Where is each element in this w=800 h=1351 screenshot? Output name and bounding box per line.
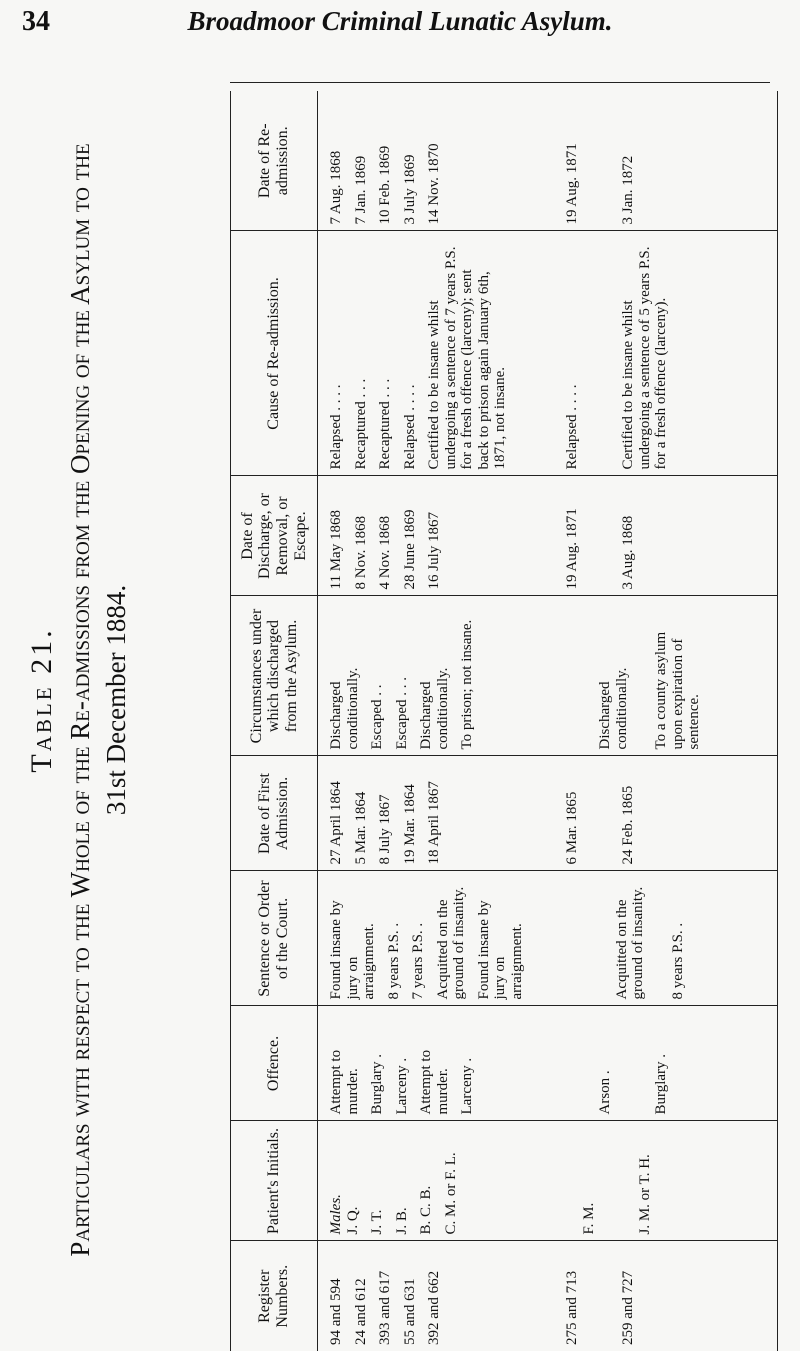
header-rule	[230, 82, 770, 83]
cell-entry-initials: C. M. or F. L.	[442, 1152, 459, 1235]
cell-entry-offence: Larceny .	[459, 1057, 475, 1115]
register-cell	[318, 1241, 778, 1351]
cell-entry-offence: Burglary .	[369, 1053, 385, 1115]
cell-entry-circumstances: Escaped . . .	[393, 677, 410, 750]
sentence-cell	[318, 871, 778, 1006]
cell-entry-register: 275 and 713	[564, 1270, 580, 1345]
cell-entry-first-admission: 8 July 1867	[377, 794, 393, 865]
cell-entry-initials: J. Q.	[344, 1206, 361, 1235]
readmission-cell	[318, 91, 778, 231]
cell-entry-readmission: 19 Aug. 1871	[564, 143, 580, 225]
offence-cell	[318, 1006, 778, 1121]
cell-entry-cause: Relapsed . . . .	[328, 384, 344, 470]
cell-entry-cause: Certified to be insane whilst undergoing a sentence of 5 years P.S. for a fresh offence (larceny).	[620, 246, 669, 470]
cell-entry-circumstances: Discharged conditionally.	[328, 667, 361, 750]
cell-entry-offence: Attempt to murder.	[328, 1049, 361, 1115]
cell-entry-offence: Larceny .	[393, 1057, 410, 1115]
column-header: Patient's Initials.	[231, 1121, 318, 1241]
cell-entry-initials: J. B.	[393, 1207, 410, 1235]
cell-entry-discharge-date: 28 June 1869	[401, 509, 418, 590]
cause-cell	[318, 231, 778, 476]
discharge-date-cell	[318, 476, 778, 596]
cell-entry-discharge-date: 3 Aug. 1868	[620, 515, 636, 590]
cell-entry-readmission: 7 Aug. 1868	[328, 150, 344, 225]
column-header: Date of First Admission.	[231, 756, 318, 871]
cell-entry-readmission: 10 Feb. 1869	[377, 145, 393, 225]
table-title: Particulars with respect to the Whole of the Re-admissions from the Opening of the Asylum to the	[65, 143, 95, 1257]
cell-entry-circumstances: To a county asylum upon expiration of sentence.	[653, 631, 702, 750]
cell-entry-readmission: 3 July 1869	[401, 154, 418, 225]
cell-entry-cause: Relapsed . . . .	[564, 384, 580, 470]
cell-entry-offence: Attempt to murder.	[418, 1049, 451, 1115]
column-header: Date of Discharge, or Removal, or Escape.	[231, 476, 318, 596]
cell-entry-sentence: 7 years P.S. .	[410, 922, 426, 1000]
cell-entry-readmission: 14 Nov. 1870	[426, 143, 442, 225]
column-header: Sentence or Order of the Court.	[231, 871, 318, 1006]
cell-entry-discharge-date: 19 Aug. 1871	[564, 508, 580, 590]
cell-entry-readmission: 3 Jan. 1872	[620, 155, 636, 225]
cell-entry-register: 392 and 662	[426, 1270, 442, 1345]
cell-entry-readmission: 7 Jan. 1869	[352, 155, 369, 225]
cell-entry-sentence: 8 years P.S. .	[669, 922, 686, 1000]
cell-entry-first-admission: 6 Mar. 1865	[564, 791, 580, 865]
page-number: 34	[22, 6, 50, 37]
cell-entry-offence: Burglary .	[653, 1053, 669, 1115]
circumstances-cell	[318, 596, 778, 756]
cell-entry-sentence: Acquitted on the ground of insanity.	[434, 886, 467, 1000]
cell-entry-cause: Relapsed . . . .	[401, 384, 418, 470]
cell-entry-first-admission: 5 Mar. 1864	[352, 791, 369, 865]
cell-entry-register: 393 and 617	[377, 1270, 393, 1345]
cell-entry-initials: J. T.	[369, 1209, 385, 1235]
cell-entry-register: 24 and 612	[352, 1278, 369, 1345]
table-body	[318, 91, 778, 1351]
cell-entry-offence: Arson .	[597, 1070, 613, 1115]
section-label-males: Males.	[328, 1194, 344, 1235]
column-header: Date of Re-admission.	[231, 91, 318, 231]
cell-entry-initials: J. M. or T. H.	[636, 1154, 653, 1235]
cell-entry-first-admission: 24 Feb. 1865	[620, 785, 636, 865]
cell-entry-circumstances: Discharged conditionally.	[418, 667, 451, 750]
cell-entry-first-admission: 19 Mar. 1864	[401, 784, 418, 865]
column-header: Circumstances under which discharged from the Asylum.	[231, 596, 318, 756]
column-header: Offence.	[231, 1006, 318, 1121]
cell-entry-first-admission: 27 April 1864	[328, 781, 344, 865]
cell-entry-circumstances: To prison; not insane.	[459, 619, 475, 750]
column-header: Cause of Re-admission.	[231, 231, 318, 476]
initials-cell	[318, 1121, 778, 1241]
table-label: Table 21.	[25, 627, 58, 773]
cell-entry-first-admission: 18 April 1867	[426, 781, 442, 865]
table-subtitle: 31st December 1884.	[100, 584, 131, 816]
table-row	[318, 91, 778, 1351]
cell-entry-sentence: Found insane by jury on arraignment.	[475, 900, 525, 1000]
column-header: Register Numbers.	[231, 1241, 318, 1351]
first-admission-cell	[318, 756, 778, 871]
cell-entry-initials: F. M.	[580, 1202, 597, 1235]
cell-entry-circumstances: Escaped . .	[369, 684, 385, 750]
cell-entry-register: 55 and 631	[401, 1278, 418, 1345]
table-title-block	[25, 60, 155, 1340]
cell-entry-register: 94 and 594	[328, 1278, 344, 1345]
cell-entry-sentence: 8 years P.S. .	[385, 922, 402, 1000]
cell-entry-initials: B. C. B.	[418, 1185, 434, 1235]
cell-entry-register: 259 and 727	[620, 1270, 636, 1345]
readmissions-table	[230, 91, 778, 1351]
page-header	[0, 0, 800, 42]
cell-entry-sentence: Found insane by jury on arraignment.	[328, 900, 377, 1000]
cell-entry-discharge-date: 4 Nov. 1868	[377, 515, 393, 590]
readmissions-table-wrapper	[230, 91, 770, 1351]
cell-entry-cause: Recaptured . . .	[377, 378, 393, 470]
cell-entry-cause: Recaptured . . .	[352, 378, 369, 470]
running-title: Broadmoor Criminal Lunatic Asylum.	[187, 6, 613, 36]
cell-entry-cause: Certified to be insane whilst undergoing a sentence of 7 years P.S. for a fresh offence (larceny); sent back to prison again January 6th, 1871, not insane.	[426, 246, 508, 470]
cell-entry-discharge-date: 8 Nov. 1868	[352, 515, 369, 590]
cell-entry-discharge-date: 11 May 1868	[328, 510, 344, 590]
cell-entry-discharge-date: 16 July 1867	[426, 511, 442, 590]
header-row	[231, 91, 318, 1351]
cell-entry-sentence: Acquitted on the ground of insanity.	[613, 886, 646, 1000]
cell-entry-circumstances: Discharged conditionally.	[597, 667, 630, 750]
